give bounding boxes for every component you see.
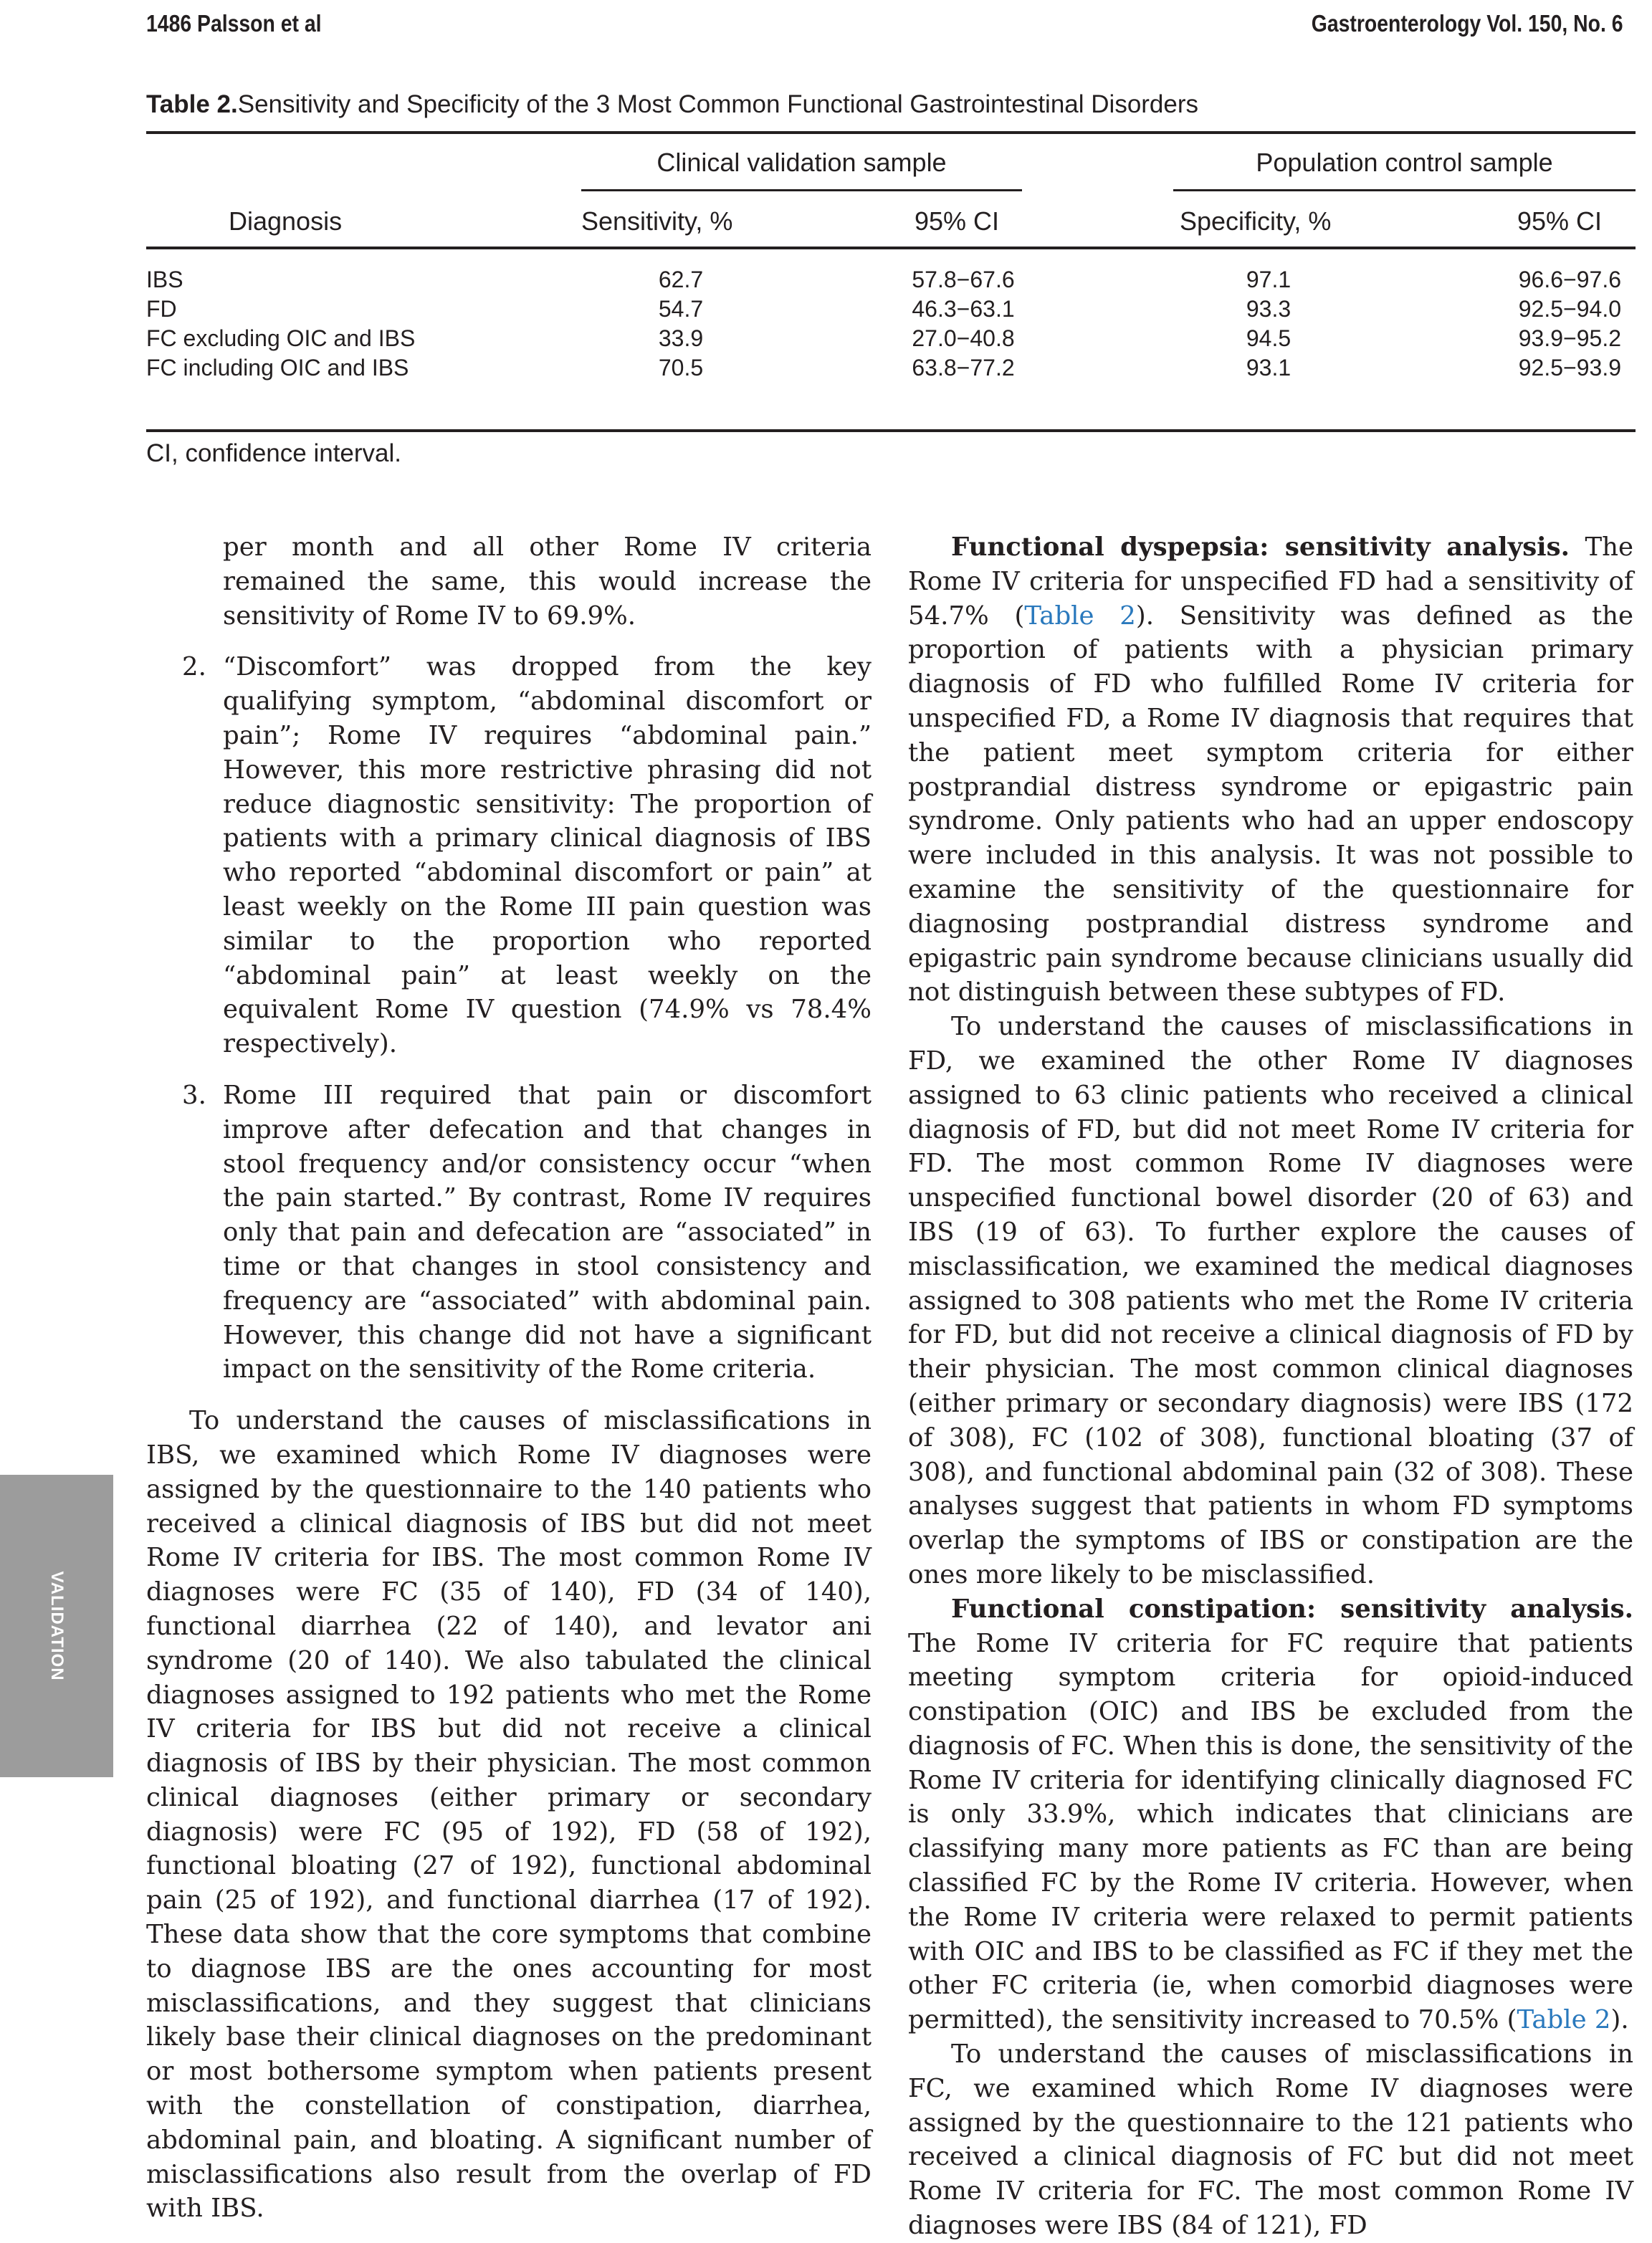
criteria-change-list xyxy=(146,530,872,1387)
running-head-left: 1486 Palsson et al xyxy=(146,10,322,37)
section-heading-fd: Functional dyspepsia: sensitivity analysis. xyxy=(951,532,1570,562)
table-2-link[interactable]: Table 2 xyxy=(1024,601,1136,631)
list-number: 3. xyxy=(182,1080,206,1110)
col-header-sensitivity: Sensitivity, % xyxy=(581,206,733,236)
body-paragraph xyxy=(908,1592,1633,2037)
table-bottom-rule xyxy=(146,429,1636,432)
table-label: Table 2. xyxy=(146,90,238,118)
table-title: Sensitivity and Specificity of the 3 Most Common Functional Gastrointestinal Disorders xyxy=(237,90,1199,118)
body-paragraph xyxy=(908,530,1633,1010)
section-side-tab xyxy=(0,1475,113,1777)
header-bottom-rule xyxy=(146,247,1636,249)
table-caption xyxy=(146,90,1637,119)
row-fd-spec-ci: 92.5−94.0 xyxy=(1518,296,1621,322)
table-2-link[interactable]: Table 2 xyxy=(1517,2005,1611,2035)
row-fc-incl-sensitivity: 70.5 xyxy=(658,355,704,381)
list-item xyxy=(146,650,872,1061)
group-rule-clinical xyxy=(581,189,1022,191)
col-header-specificity: Specificity, % xyxy=(1180,206,1332,236)
list-number: 2. xyxy=(182,652,206,682)
row-fc-excl-spec-ci: 93.9−95.2 xyxy=(1518,325,1621,351)
group-rule-population xyxy=(1173,189,1636,191)
row-fc-incl-spec-ci: 92.5−93.9 xyxy=(1518,355,1621,381)
side-tab-label: VALIDATION xyxy=(47,1571,67,1681)
row-fc-incl-sens-ci: 63.8−77.2 xyxy=(912,355,1015,381)
paragraph-text: ). Sensitivity was defined as the proportion of patients with a physician primary diagnosis of FD who fulfilled Rome IV criteria for unspecified FD, a Rome IV diagnosis that requires that the patient meet symptom criteria for either postprandial distress syndrome or epigastric pain syndrome. Only patients who had an upper endoscopy were included in this analysis. It was not possible to examine the sensitivity of the questionnaire for diagnosing postprandial distress syndrome and epigastric pain syndrome because clinicians usually did not distinguish between these subtypes of FD. xyxy=(908,601,1633,1008)
row-fc-incl-diagnosis: FC including OIC and IBS xyxy=(146,355,409,381)
col-header-diagnosis: Diagnosis xyxy=(229,206,343,236)
row-fc-excl-specificity: 94.5 xyxy=(1246,325,1291,351)
row-fc-excl-sensitivity: 33.9 xyxy=(658,325,704,351)
group-header-clinical: Clinical validation sample xyxy=(656,148,947,177)
list-item xyxy=(146,1079,872,1387)
row-ibs-sensitivity: 62.7 xyxy=(658,267,704,292)
row-ibs-sens-ci: 57.8−67.6 xyxy=(912,267,1015,292)
body-column-left xyxy=(146,530,872,2226)
col-header-sens-ci: 95% CI xyxy=(915,206,1000,236)
list-item-3-text: Rome III required that pain or discomfort improve after defecation and that changes in stool frequency and/or consistency occur “when the pain started.” By contrast, Rome IV requires only that pain and defecation are “associated” in time or that changes in stool consistency and frequency are “associated” with abdominal pain. However, this change did not have a significant impact on the sensitivity of the Rome criteria. xyxy=(223,1080,872,1384)
body-paragraph: To understand the causes of misclassifications in FD, we examined the other Rome IV diagnoses assigned to 63 clinic patients who received a clinical diagnosis of FD, but did not meet Rome IV criteria for FD. The most common Rome IV diagnoses were unspecified functional bowel disorder (20 of 63) and IBS (19 of 63). To further explore the causes of misclassification, we examined the medical diagnoses assigned to 308 patients who met the Rome IV criteria for FD, but did not receive a clinical diagnosis of FD by their physician. The most common clinical diagnoses (either primary or secondary diagnosis) were IBS (172 of 308), FC (102 of 308), functional bloating (37 of 308), and functional abdominal pain (32 of 308). These analyses suggest that patients in whom FD symptoms overlap the symptoms of IBS or constipation are the ones more likely to be misclassified. xyxy=(908,1012,1633,1589)
row-fc-incl-specificity: 93.1 xyxy=(1246,355,1291,381)
table-top-rule xyxy=(146,131,1636,134)
col-header-spec-ci: 95% CI xyxy=(1517,206,1603,236)
row-fc-excl-diagnosis: FC excluding OIC and IBS xyxy=(146,325,416,351)
list-item-2-text: “Discomfort” was dropped from the key qualifying symptom, “abdominal discomfort or pain”; Rome IV requires “abdominal pain.” However, this more restrictive phrasing did not reduce diagnostic sensitivity: The proportion of patients with a primary clinical diagnosis of IBS who reported “abdominal discomfort or pain” at least weekly on the Rome III pain question was similar to the proportion who reported “abdominal pain” at least weekly on the equivalent Rome IV question (74.9% vs 78.4% respectively). xyxy=(223,652,872,1059)
paragraph-text: The Rome IV criteria for unspecified FD had a sensitivity of 54.7% ( xyxy=(908,532,1633,631)
body-paragraph: To understand the causes of misclassifications in IBS, we examined which Rome IV diagnoses were assigned by the questionnaire to the 140 patients who received a clinical diagnosis of IBS but did not meet Rome IV criteria for IBS. The most common Rome IV diagnoses were FC (35 of 140), FD (34 of 140), functional diarrhea (22 of 140), and levator ani syndrome (20 of 140). We also tabulated the clinical diagnoses assigned to 192 patients who met the Rome IV criteria for IBS but did not receive a clinical diagnosis of IBS by their physician. The most common clinical diagnoses (either primary or secondary diagnosis) were FC (95 of 192), FD (58 of 192), functional bloating (27 of 192), functional abdominal pain (25 of 192), and functional diarrhea (17 of 192). These data show that the core symptoms that combine to diagnose IBS are the ones accounting for most misclassifications, and they suggest that clinicians likely base their clinical diagnoses on the predominant or most bothersome symptom when patients present with the constellation of constipation, diarrhea, abdominal pain, and bloating. A significant number of misclassifications also result from the overlap of FD with IBS. xyxy=(146,1406,872,2224)
row-fc-excl-sens-ci: 27.0−40.8 xyxy=(912,325,1015,351)
list-item xyxy=(146,530,872,633)
table-footnote: CI, confidence interval. xyxy=(146,439,402,467)
paragraph-text: ). xyxy=(1610,2005,1629,2035)
row-fd-sens-ci: 46.3−63.1 xyxy=(912,296,1015,322)
running-head-right: Gastroenterology Vol. 150, No. 6 xyxy=(1312,10,1623,37)
paragraph-text: The Rome IV criteria for FC require that patients meeting symptom criteria for opioid-induced constipation (OIC) and IBS be excluded from the diagnosis of FC. When this is done, the sensitivity of the Rome IV criteria for identifying clinically diagnosed FC is only 33.9%, which indicates that clinicians are classifying many more patients as FC than are being classified FC by the Rome IV criteria. However, when the Rome IV criteria were relaxed to permit patients with OIC and IBS to be classified as FC if they met the other FC criteria (ie, when comorbid diagnoses were permitted), the sensitivity increased to 70.5% ( xyxy=(908,1628,1633,2035)
body-column-right xyxy=(908,530,1633,2243)
row-ibs-diagnosis: IBS xyxy=(146,267,183,292)
body-paragraph: To understand the causes of misclassifications in FC, we examined which Rome IV diagnoses were assigned by the questionnaire to the 121 patients who received a clinical diagnosis of FC but did not meet Rome IV criteria for FC. The most common Rome IV diagnoses were IBS (84 of 121), FD xyxy=(908,2039,1633,2241)
row-ibs-spec-ci: 96.6−97.6 xyxy=(1518,267,1621,292)
row-fd-diagnosis: FD xyxy=(146,296,177,322)
list-item-1-text: per month and all other Rome IV criteria remained the same, this would increase the sensitivity of Rome IV to 69.9%. xyxy=(223,532,872,631)
row-fd-specificity: 93.3 xyxy=(1246,296,1291,322)
section-heading-fc: Functional constipation: sensitivity analysis. xyxy=(951,1594,1633,1624)
group-header-population: Population control sample xyxy=(1256,148,1553,177)
row-ibs-specificity: 97.1 xyxy=(1246,267,1291,292)
row-fd-sensitivity: 54.7 xyxy=(658,296,704,322)
